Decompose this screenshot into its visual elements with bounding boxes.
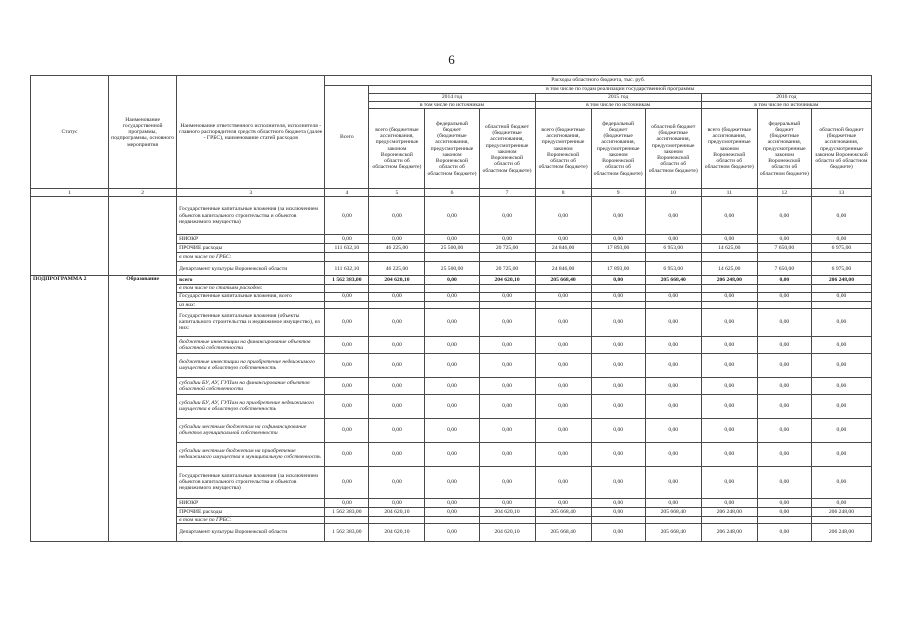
- row-value: 0,00: [369, 442, 425, 466]
- row-value: 0,00: [591, 292, 645, 301]
- row-value: 1 562 383,00: [325, 276, 369, 285]
- row-label: Государственные капитальные вложения, всего: [177, 292, 325, 301]
- row-value: 0,00: [701, 336, 757, 353]
- row-value: [479, 285, 535, 292]
- row-label: в том числе по ГРБС:: [177, 253, 325, 262]
- column-number: 2: [109, 189, 177, 197]
- row-value: 0,00: [479, 418, 535, 442]
- row-value: 0,00: [369, 197, 425, 235]
- header-col-regional: областной бюджет (бюджетные ассигнования, предусмотренные законом Воронежской области об областном бюджете): [811, 109, 871, 189]
- row-value: 0,00: [535, 308, 591, 336]
- row-program-name: Образование: [109, 276, 177, 542]
- column-number: 6: [425, 189, 479, 197]
- row-value: 0,00: [591, 394, 645, 418]
- row-value: 0,00: [535, 377, 591, 394]
- row-value: [369, 516, 425, 523]
- row-value: 14 625,00: [701, 244, 757, 253]
- row-value: 111 632,10: [325, 244, 369, 253]
- row-value: 0,00: [425, 377, 479, 394]
- row-value: 0,00: [425, 507, 479, 516]
- row-value: 0,00: [535, 336, 591, 353]
- row-value: 0,00: [701, 442, 757, 466]
- row-value: 17 893,00: [591, 244, 645, 253]
- row-value: 204 620,10: [369, 524, 425, 542]
- row-value: 0,00: [479, 353, 535, 377]
- row-value: [645, 516, 701, 523]
- row-value: 0,00: [645, 418, 701, 442]
- row-value: 0,00: [591, 524, 645, 542]
- column-number: 3: [177, 189, 325, 197]
- row-value: 0,00: [701, 377, 757, 394]
- row-value: 0,00: [757, 507, 811, 516]
- row-value: 206 248,00: [701, 276, 757, 285]
- row-value: [535, 301, 591, 308]
- row-value: 0,00: [479, 336, 535, 353]
- row-value: 0,00: [645, 394, 701, 418]
- row-value: 0,00: [757, 276, 811, 285]
- row-value: 6 975,00: [811, 262, 871, 276]
- header-by-sources: в том числе по источникам: [369, 102, 535, 109]
- row-value: 0,00: [811, 377, 871, 394]
- row-value: 0,00: [425, 418, 479, 442]
- row-value: [645, 285, 701, 292]
- row-value: [325, 516, 369, 523]
- row-value: [325, 253, 369, 262]
- row-value: 0,00: [645, 442, 701, 466]
- row-value: 204 620,10: [479, 507, 535, 516]
- row-value: 0,00: [591, 308, 645, 336]
- row-value: 7 650,00: [757, 244, 811, 253]
- row-value: 46 225,00: [369, 244, 425, 253]
- header-col-regional: областной бюджет (бюджетные ассигнования, предусмотренные законом Воронежской области об областном бюджете): [645, 109, 701, 189]
- row-value: 0,00: [701, 308, 757, 336]
- row-value: [645, 301, 701, 308]
- row-value: 0,00: [811, 418, 871, 442]
- row-value: 0,00: [425, 524, 479, 542]
- row-value: [425, 301, 479, 308]
- row-value: 206 248,00: [701, 524, 757, 542]
- row-value: 0,00: [425, 235, 479, 244]
- row-value: [479, 301, 535, 308]
- row-value: 0,00: [425, 466, 479, 498]
- row-value: 204 620,10: [479, 276, 535, 285]
- row-value: 0,00: [479, 377, 535, 394]
- row-value: 0,00: [645, 466, 701, 498]
- row-value: 0,00: [811, 197, 871, 235]
- header-col-all: всего (бюджетные ассигнования, предусмотренные законом Воронежской области об областном бюджете): [535, 109, 591, 189]
- row-value: 0,00: [701, 235, 757, 244]
- row-value: 0,00: [591, 235, 645, 244]
- column-number: 5: [369, 189, 425, 197]
- row-value: 0,00: [757, 353, 811, 377]
- row-status: [31, 197, 109, 276]
- row-value: 1 562 383,00: [325, 524, 369, 542]
- row-value: 0,00: [591, 498, 645, 507]
- row-value: 0,00: [645, 336, 701, 353]
- table-row: [31, 197, 872, 235]
- row-value: 0,00: [325, 197, 369, 235]
- row-value: 0,00: [369, 353, 425, 377]
- row-value: [535, 253, 591, 262]
- row-value: 6 975,00: [811, 244, 871, 253]
- header-col-regional: областной бюджет (бюджетные ассигнования, предусмотренные законом Воронежской области об областном бюджете): [479, 109, 535, 189]
- row-value: 0,00: [369, 418, 425, 442]
- row-label: ПРОЧИЕ расходы: [177, 507, 325, 516]
- row-value: 0,00: [811, 336, 871, 353]
- header-by-sources: в том числе по источникам: [535, 102, 701, 109]
- row-label: НИОКР: [177, 235, 325, 244]
- row-label: Государственные капитальные вложения (за исключением объектов капитального строительства и объектов недвижимого имущества): [177, 197, 325, 235]
- row-value: 205 668,40: [535, 507, 591, 516]
- row-value: 0,00: [535, 418, 591, 442]
- row-value: 20 725,00: [479, 262, 535, 276]
- row-value: 0,00: [325, 336, 369, 353]
- row-value: 0,00: [645, 197, 701, 235]
- row-value: 0,00: [479, 466, 535, 498]
- row-value: [535, 516, 591, 523]
- row-value: 0,00: [535, 466, 591, 498]
- row-value: [479, 253, 535, 262]
- row-label: из них:: [177, 301, 325, 308]
- row-value: 0,00: [757, 377, 811, 394]
- row-value: 0,00: [425, 353, 479, 377]
- row-value: 0,00: [325, 466, 369, 498]
- row-value: 0,00: [757, 418, 811, 442]
- row-value: [325, 301, 369, 308]
- row-program-name: [109, 197, 177, 276]
- row-value: [425, 285, 479, 292]
- row-label: Департамент культуры Воронежской области: [177, 262, 325, 276]
- column-number: 7: [479, 189, 535, 197]
- row-value: 0,00: [325, 308, 369, 336]
- row-value: 0,00: [757, 524, 811, 542]
- row-value: 0,00: [535, 498, 591, 507]
- budget-table: [30, 75, 872, 542]
- row-value: 0,00: [645, 498, 701, 507]
- row-value: [757, 301, 811, 308]
- row-value: 6 953,00: [645, 244, 701, 253]
- header-col-all: всего (бюджетные ассигнования, предусмотренные законом Воронежской области об областном бюджете): [369, 109, 425, 189]
- row-value: 25 500,00: [425, 244, 479, 253]
- row-value: 0,00: [425, 394, 479, 418]
- row-value: 7 650,00: [757, 262, 811, 276]
- row-value: [811, 253, 871, 262]
- row-value: 1 562 383,00: [325, 507, 369, 516]
- row-value: [425, 253, 479, 262]
- row-value: 0,00: [425, 336, 479, 353]
- row-value: 0,00: [325, 394, 369, 418]
- row-value: 0,00: [591, 336, 645, 353]
- row-value: 0,00: [325, 235, 369, 244]
- row-label: Департамент культуры Воронежской области: [177, 524, 325, 542]
- row-value: 0,00: [325, 442, 369, 466]
- header-year-2015: 2015 год: [535, 94, 701, 102]
- row-value: 46 225,00: [369, 262, 425, 276]
- row-value: [325, 285, 369, 292]
- row-label: бюджетные инвестиции на приобретение недвижимого имущества в областную собственность: [177, 353, 325, 377]
- row-value: 0,00: [757, 197, 811, 235]
- row-value: 0,00: [757, 466, 811, 498]
- row-value: 0,00: [325, 377, 369, 394]
- row-value: 0,00: [757, 498, 811, 507]
- row-value: 0,00: [325, 353, 369, 377]
- column-number: 4: [325, 189, 369, 197]
- row-value: 206 248,00: [701, 507, 757, 516]
- row-value: 0,00: [369, 498, 425, 507]
- row-value: 0,00: [369, 308, 425, 336]
- row-label: всего: [177, 276, 325, 285]
- row-value: 0,00: [591, 197, 645, 235]
- row-value: [645, 253, 701, 262]
- row-value: 205 668,40: [645, 276, 701, 285]
- column-number: 9: [591, 189, 645, 197]
- row-label: в том числе по ГРБС:: [177, 516, 325, 523]
- row-value: 0,00: [425, 308, 479, 336]
- header-by-years: в том числе по годам реализации государственной программы: [369, 86, 872, 94]
- header-total: Всего: [325, 86, 369, 189]
- row-value: 0,00: [591, 353, 645, 377]
- row-value: 0,00: [645, 292, 701, 301]
- row-value: 0,00: [479, 394, 535, 418]
- row-value: 0,00: [811, 442, 871, 466]
- row-value: [369, 253, 425, 262]
- row-value: 0,00: [425, 292, 479, 301]
- row-value: 0,00: [535, 292, 591, 301]
- header-col-federal: федеральный бюджет (бюджетные ассигнования, предусмотренные законом Воронежской области об областном бюджете): [591, 109, 645, 189]
- row-value: 0,00: [701, 197, 757, 235]
- row-value: 0,00: [325, 292, 369, 301]
- row-status: ПОДПРОГРАММА 2: [31, 276, 109, 542]
- row-value: 111 632,10: [325, 262, 369, 276]
- row-value: [591, 516, 645, 523]
- row-value: 0,00: [325, 498, 369, 507]
- table-row: [31, 276, 872, 285]
- header-col-federal: федеральный бюджет (бюджетные ассигнования, предусмотренные законом Воронежской области об областном бюджете): [757, 109, 811, 189]
- header-expenses-title: Расходы областного бюджета, тыс. руб.: [325, 76, 872, 86]
- row-value: 0,00: [535, 442, 591, 466]
- column-number: 11: [701, 189, 757, 197]
- row-value: 204 620,10: [369, 507, 425, 516]
- header-col-all: всего (бюджетные ассигнования, предусмотренные законом Воронежской области об областном бюджете): [701, 109, 757, 189]
- row-value: 0,00: [811, 353, 871, 377]
- row-value: 0,00: [811, 394, 871, 418]
- row-value: [811, 285, 871, 292]
- row-value: 0,00: [757, 336, 811, 353]
- row-value: 0,00: [811, 292, 871, 301]
- row-value: 6 953,00: [645, 262, 701, 276]
- row-value: 0,00: [425, 498, 479, 507]
- row-value: [811, 516, 871, 523]
- row-value: 0,00: [369, 466, 425, 498]
- row-value: 0,00: [369, 336, 425, 353]
- row-value: 0,00: [701, 466, 757, 498]
- row-value: 0,00: [645, 353, 701, 377]
- column-number-row: [31, 189, 872, 197]
- row-value: [425, 516, 479, 523]
- row-value: 17 893,00: [591, 262, 645, 276]
- row-value: 0,00: [757, 394, 811, 418]
- row-value: [701, 253, 757, 262]
- row-value: [701, 301, 757, 308]
- header-program-name: Наименование государственной программы, подпрограммы, основного мероприятия: [109, 76, 177, 189]
- row-value: 0,00: [325, 418, 369, 442]
- row-label: ПРОЧИЕ расходы: [177, 244, 325, 253]
- row-value: 205 668,40: [535, 524, 591, 542]
- row-value: 0,00: [479, 308, 535, 336]
- row-value: 0,00: [369, 292, 425, 301]
- row-value: 0,00: [811, 235, 871, 244]
- row-value: 0,00: [479, 235, 535, 244]
- column-number: 1: [31, 189, 109, 197]
- row-value: 0,00: [757, 235, 811, 244]
- row-value: 0,00: [591, 507, 645, 516]
- row-value: [591, 301, 645, 308]
- row-value: 205 668,40: [645, 507, 701, 516]
- row-label: в том числе по статьям расходов:: [177, 285, 325, 292]
- row-value: [757, 253, 811, 262]
- row-label: субсидии БУ, АУ, ГУПам на приобретение недвижимого имущества в областную собственность: [177, 394, 325, 418]
- row-value: 0,00: [701, 418, 757, 442]
- row-value: 0,00: [757, 308, 811, 336]
- row-value: 0,00: [701, 498, 757, 507]
- row-value: 0,00: [591, 442, 645, 466]
- row-value: 0,00: [535, 394, 591, 418]
- row-value: 204 620,10: [369, 276, 425, 285]
- row-value: [591, 285, 645, 292]
- row-value: 0,00: [811, 498, 871, 507]
- row-value: [701, 516, 757, 523]
- row-value: [591, 253, 645, 262]
- row-label: НИОКР: [177, 498, 325, 507]
- row-value: 0,00: [425, 442, 479, 466]
- row-value: 0,00: [645, 308, 701, 336]
- row-value: 0,00: [479, 442, 535, 466]
- row-value: 24 846,00: [535, 244, 591, 253]
- row-value: [479, 516, 535, 523]
- row-value: 0,00: [535, 235, 591, 244]
- row-label: Государственные капитальные вложения (объекты капитального строительства и недвижимое имущество), из них:: [177, 308, 325, 336]
- row-value: [757, 285, 811, 292]
- row-value: 0,00: [591, 276, 645, 285]
- header-by-sources: в том числе по источникам: [701, 102, 871, 109]
- row-value: 206 248,00: [811, 276, 871, 285]
- row-value: 0,00: [369, 377, 425, 394]
- row-label: субсидии местным бюджетам на софинансирование объектов муниципальной собственности: [177, 418, 325, 442]
- row-value: 0,00: [645, 235, 701, 244]
- row-value: 0,00: [757, 292, 811, 301]
- row-value: 205 668,40: [535, 276, 591, 285]
- row-value: 0,00: [811, 466, 871, 498]
- row-value: 0,00: [535, 353, 591, 377]
- row-value: 206 248,00: [811, 507, 871, 516]
- row-value: 20 725,00: [479, 244, 535, 253]
- row-value: [369, 301, 425, 308]
- row-value: [757, 516, 811, 523]
- row-value: 0,00: [701, 353, 757, 377]
- page-number: 6: [448, 52, 455, 67]
- column-number: 10: [645, 189, 701, 197]
- row-value: 0,00: [591, 377, 645, 394]
- column-number: 8: [535, 189, 591, 197]
- row-label: Государственные капитальные вложения (за исключением объектов капитального строительства и объектов недвижимого имущества): [177, 466, 325, 498]
- row-value: 0,00: [591, 466, 645, 498]
- header-year-2014: 2014 год: [369, 94, 535, 102]
- table-body-top: [31, 197, 872, 276]
- row-label: бюджетные инвестиции на финансирование объектов областной собственности: [177, 336, 325, 353]
- row-value: 0,00: [811, 308, 871, 336]
- row-value: 14 625,00: [701, 262, 757, 276]
- header-status: Статус: [31, 76, 109, 189]
- row-value: [701, 285, 757, 292]
- column-number: 12: [757, 189, 811, 197]
- row-value: 206 248,00: [811, 524, 871, 542]
- row-label: субсидии БУ, АУ, ГУПам на финансирование объектов областной собственности: [177, 377, 325, 394]
- row-value: 0,00: [479, 498, 535, 507]
- row-value: 24 846,00: [535, 262, 591, 276]
- row-value: 0,00: [757, 442, 811, 466]
- row-value: 0,00: [701, 394, 757, 418]
- row-value: 0,00: [535, 197, 591, 235]
- row-value: 0,00: [701, 292, 757, 301]
- row-value: [535, 285, 591, 292]
- row-value: 204 620,10: [479, 524, 535, 542]
- table-body-subprogram: [31, 276, 872, 542]
- row-value: [811, 301, 871, 308]
- row-value: 0,00: [645, 377, 701, 394]
- row-value: 0,00: [479, 197, 535, 235]
- row-value: 0,00: [591, 418, 645, 442]
- header-grbs-name: Наименование ответственного исполнителя, исполнителя - главного распорядителя средств областного бюджета (далее - ГРБС), наименование статей расходов: [177, 76, 325, 189]
- row-value: 25 500,00: [425, 262, 479, 276]
- row-value: [369, 285, 425, 292]
- row-value: 205 668,40: [645, 524, 701, 542]
- column-number: 13: [811, 189, 871, 197]
- row-value: 0,00: [369, 394, 425, 418]
- row-label: субсидии местным бюджетам на приобретение недвижимого имущества в муниципальную собственность: [177, 442, 325, 466]
- row-value: 0,00: [425, 276, 479, 285]
- row-value: 0,00: [369, 235, 425, 244]
- header-year-2016: 2016 год: [701, 94, 871, 102]
- row-value: 0,00: [425, 197, 479, 235]
- header-col-federal: федеральный бюджет (бюджетные ассигнования, предусмотренные законом Воронежской области об областном бюджете): [425, 109, 479, 189]
- row-value: 0,00: [479, 292, 535, 301]
